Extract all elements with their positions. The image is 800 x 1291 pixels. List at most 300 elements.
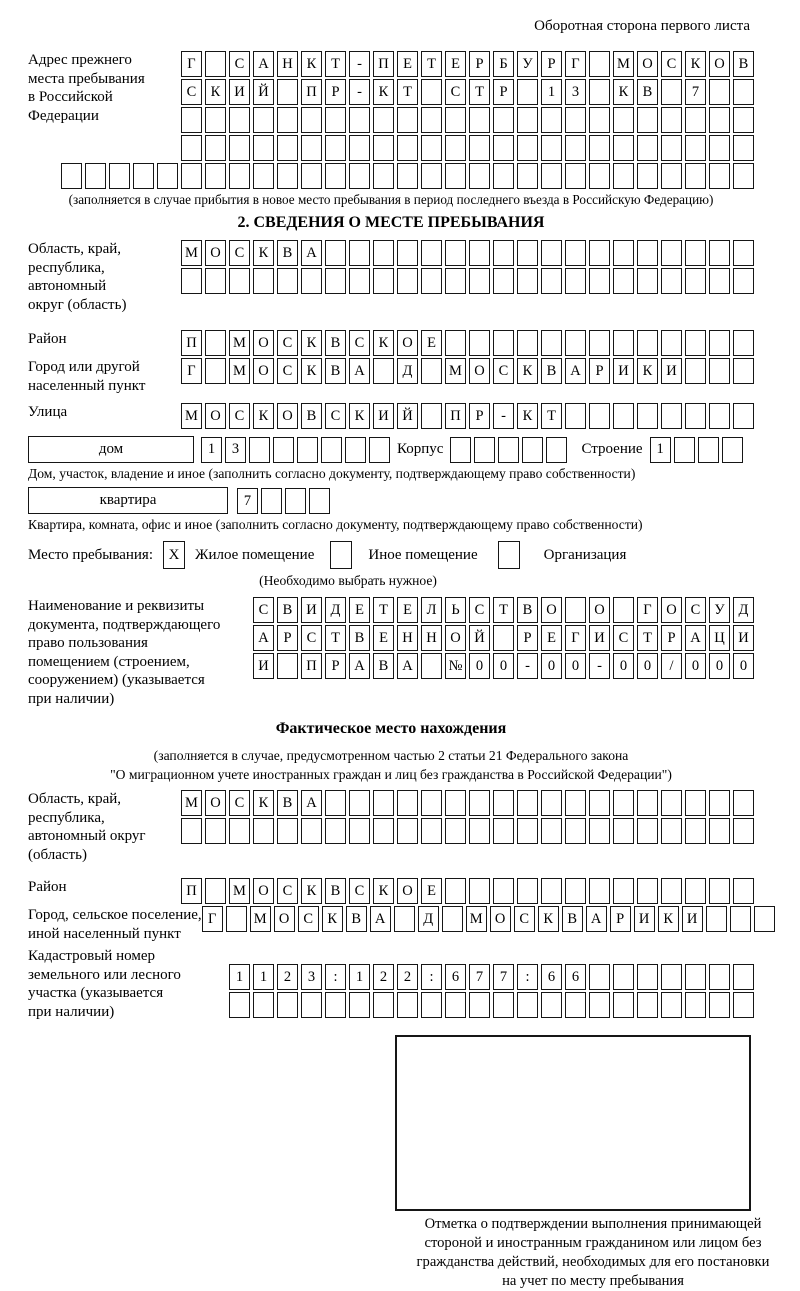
char-box[interactable]: 7 bbox=[493, 964, 514, 990]
char-box[interactable]: 3 bbox=[225, 437, 246, 463]
char-box[interactable] bbox=[589, 51, 610, 77]
char-box[interactable] bbox=[589, 79, 610, 105]
char-box[interactable] bbox=[309, 488, 330, 514]
char-box[interactable] bbox=[277, 135, 298, 161]
char-box[interactable]: А bbox=[253, 51, 274, 77]
char-box[interactable]: А bbox=[349, 358, 370, 384]
char-box[interactable]: А bbox=[349, 653, 370, 679]
char-box[interactable] bbox=[733, 992, 754, 1018]
char-box[interactable] bbox=[589, 330, 610, 356]
char-box[interactable] bbox=[637, 240, 658, 266]
char-box[interactable] bbox=[685, 240, 706, 266]
char-box[interactable] bbox=[754, 906, 775, 932]
char-box[interactable]: С bbox=[298, 906, 319, 932]
char-box[interactable] bbox=[277, 79, 298, 105]
char-box[interactable] bbox=[637, 330, 658, 356]
char-box[interactable] bbox=[277, 163, 298, 189]
char-box[interactable]: В bbox=[325, 358, 346, 384]
char-box[interactable]: Т bbox=[421, 51, 442, 77]
char-box[interactable]: О bbox=[445, 625, 466, 651]
char-box[interactable]: О bbox=[253, 330, 274, 356]
char-box[interactable]: Н bbox=[277, 51, 298, 77]
char-box[interactable]: 1 bbox=[201, 437, 222, 463]
char-box[interactable] bbox=[517, 135, 538, 161]
char-box[interactable] bbox=[709, 878, 730, 904]
char-box[interactable]: П bbox=[181, 330, 202, 356]
char-box[interactable] bbox=[685, 107, 706, 133]
char-box[interactable] bbox=[685, 403, 706, 429]
char-box[interactable]: В bbox=[277, 790, 298, 816]
char-box[interactable]: Е bbox=[421, 330, 442, 356]
char-box[interactable] bbox=[685, 818, 706, 844]
char-box[interactable] bbox=[205, 135, 226, 161]
char-box[interactable]: - bbox=[349, 79, 370, 105]
char-box[interactable] bbox=[685, 268, 706, 294]
char-box[interactable] bbox=[373, 358, 394, 384]
char-box[interactable]: О bbox=[205, 403, 226, 429]
char-box[interactable] bbox=[469, 240, 490, 266]
char-box[interactable]: А bbox=[370, 906, 391, 932]
char-box[interactable]: Й bbox=[397, 403, 418, 429]
char-box[interactable] bbox=[349, 135, 370, 161]
char-box[interactable] bbox=[277, 653, 298, 679]
char-box[interactable]: 6 bbox=[565, 964, 586, 990]
char-box[interactable] bbox=[181, 163, 202, 189]
char-box[interactable] bbox=[565, 135, 586, 161]
char-box[interactable] bbox=[321, 437, 342, 463]
char-box[interactable] bbox=[685, 358, 706, 384]
char-box[interactable] bbox=[469, 107, 490, 133]
char-box[interactable]: 7 bbox=[237, 488, 258, 514]
char-box[interactable] bbox=[421, 79, 442, 105]
char-box[interactable]: К bbox=[205, 79, 226, 105]
char-box[interactable] bbox=[613, 818, 634, 844]
char-box[interactable] bbox=[421, 107, 442, 133]
char-box[interactable]: Н bbox=[397, 625, 418, 651]
char-box[interactable]: Г bbox=[565, 625, 586, 651]
char-box[interactable]: Д bbox=[418, 906, 439, 932]
char-box[interactable] bbox=[733, 268, 754, 294]
char-box[interactable] bbox=[297, 437, 318, 463]
char-box[interactable]: А bbox=[586, 906, 607, 932]
char-box[interactable] bbox=[733, 964, 754, 990]
char-box[interactable]: К bbox=[301, 51, 322, 77]
char-box[interactable] bbox=[285, 488, 306, 514]
char-box[interactable]: О bbox=[205, 240, 226, 266]
char-box[interactable] bbox=[613, 268, 634, 294]
char-box[interactable]: Й bbox=[253, 79, 274, 105]
char-box[interactable] bbox=[661, 163, 682, 189]
char-box[interactable] bbox=[589, 818, 610, 844]
char-box[interactable]: С bbox=[229, 403, 250, 429]
char-box[interactable]: М bbox=[229, 358, 250, 384]
char-box[interactable] bbox=[541, 240, 562, 266]
char-box[interactable]: - bbox=[493, 403, 514, 429]
char-box[interactable] bbox=[661, 992, 682, 1018]
char-box[interactable]: Н bbox=[421, 625, 442, 651]
char-box[interactable] bbox=[205, 51, 226, 77]
char-box[interactable] bbox=[661, 107, 682, 133]
char-box[interactable] bbox=[661, 79, 682, 105]
char-box[interactable] bbox=[373, 818, 394, 844]
char-box[interactable] bbox=[421, 240, 442, 266]
char-box[interactable] bbox=[709, 403, 730, 429]
char-box[interactable] bbox=[517, 818, 538, 844]
char-box[interactable] bbox=[733, 135, 754, 161]
char-box[interactable] bbox=[722, 437, 743, 463]
char-box[interactable]: Т bbox=[325, 625, 346, 651]
char-box[interactable] bbox=[709, 163, 730, 189]
char-box[interactable]: - bbox=[517, 653, 538, 679]
char-box[interactable] bbox=[445, 790, 466, 816]
char-box[interactable]: Т bbox=[637, 625, 658, 651]
char-box[interactable] bbox=[661, 135, 682, 161]
char-box[interactable] bbox=[445, 107, 466, 133]
char-box[interactable] bbox=[397, 818, 418, 844]
char-box[interactable] bbox=[469, 135, 490, 161]
char-box[interactable] bbox=[613, 878, 634, 904]
char-box[interactable]: : bbox=[517, 964, 538, 990]
char-box[interactable] bbox=[685, 878, 706, 904]
char-box[interactable]: О bbox=[205, 790, 226, 816]
char-box[interactable] bbox=[277, 992, 298, 1018]
char-box[interactable] bbox=[589, 790, 610, 816]
char-box[interactable]: М bbox=[445, 358, 466, 384]
char-box[interactable] bbox=[589, 268, 610, 294]
char-box[interactable]: А bbox=[565, 358, 586, 384]
char-box[interactable] bbox=[733, 790, 754, 816]
char-box[interactable]: Е bbox=[541, 625, 562, 651]
char-box[interactable] bbox=[685, 790, 706, 816]
char-box[interactable] bbox=[253, 268, 274, 294]
char-box[interactable]: 2 bbox=[397, 964, 418, 990]
char-box[interactable]: Е bbox=[397, 597, 418, 623]
char-box[interactable]: Е bbox=[397, 51, 418, 77]
char-box[interactable]: Д bbox=[397, 358, 418, 384]
char-box[interactable]: И bbox=[661, 358, 682, 384]
char-box[interactable] bbox=[253, 135, 274, 161]
char-box[interactable]: Р bbox=[469, 51, 490, 77]
char-box[interactable] bbox=[517, 268, 538, 294]
char-box[interactable] bbox=[709, 135, 730, 161]
char-box[interactable]: М bbox=[181, 240, 202, 266]
char-box[interactable] bbox=[613, 964, 634, 990]
char-box[interactable] bbox=[565, 163, 586, 189]
char-box[interactable] bbox=[325, 135, 346, 161]
char-box[interactable] bbox=[589, 135, 610, 161]
char-box[interactable] bbox=[325, 818, 346, 844]
char-box[interactable] bbox=[421, 163, 442, 189]
char-box[interactable]: Й bbox=[469, 625, 490, 651]
char-box[interactable] bbox=[205, 163, 226, 189]
char-box[interactable] bbox=[349, 240, 370, 266]
char-box[interactable] bbox=[205, 107, 226, 133]
char-box[interactable] bbox=[493, 790, 514, 816]
char-box[interactable]: О bbox=[397, 330, 418, 356]
char-box[interactable]: Р bbox=[277, 625, 298, 651]
char-box[interactable]: Р bbox=[589, 358, 610, 384]
char-box[interactable] bbox=[637, 107, 658, 133]
char-box[interactable] bbox=[181, 107, 202, 133]
char-box[interactable] bbox=[698, 437, 719, 463]
char-box[interactable]: К bbox=[613, 79, 634, 105]
char-box[interactable] bbox=[421, 790, 442, 816]
char-box[interactable] bbox=[450, 437, 471, 463]
char-box[interactable] bbox=[261, 488, 282, 514]
char-box[interactable] bbox=[229, 818, 250, 844]
char-box[interactable] bbox=[613, 107, 634, 133]
char-box[interactable] bbox=[205, 358, 226, 384]
char-box[interactable] bbox=[445, 818, 466, 844]
char-box[interactable] bbox=[325, 268, 346, 294]
char-box[interactable]: И bbox=[733, 625, 754, 651]
char-box[interactable] bbox=[373, 135, 394, 161]
char-box[interactable]: 0 bbox=[637, 653, 658, 679]
char-box[interactable] bbox=[541, 818, 562, 844]
char-box[interactable]: К bbox=[349, 403, 370, 429]
char-box[interactable]: И bbox=[682, 906, 703, 932]
char-box[interactable] bbox=[445, 330, 466, 356]
char-box[interactable] bbox=[613, 992, 634, 1018]
char-box[interactable] bbox=[685, 135, 706, 161]
char-box[interactable]: К bbox=[322, 906, 343, 932]
char-box[interactable] bbox=[685, 964, 706, 990]
char-box[interactable] bbox=[565, 240, 586, 266]
char-box[interactable] bbox=[445, 135, 466, 161]
char-box[interactable]: С bbox=[229, 240, 250, 266]
char-box[interactable] bbox=[709, 268, 730, 294]
char-box[interactable]: К bbox=[538, 906, 559, 932]
char-box[interactable] bbox=[522, 437, 543, 463]
char-box[interactable] bbox=[613, 597, 634, 623]
char-box[interactable] bbox=[181, 818, 202, 844]
char-box[interactable]: 1 bbox=[349, 964, 370, 990]
char-box[interactable]: И bbox=[373, 403, 394, 429]
checkbox-inoe[interactable] bbox=[330, 541, 352, 569]
char-box[interactable]: О bbox=[274, 906, 295, 932]
char-box[interactable]: О bbox=[709, 51, 730, 77]
char-box[interactable] bbox=[541, 268, 562, 294]
char-box[interactable]: С bbox=[229, 51, 250, 77]
char-box[interactable]: П bbox=[373, 51, 394, 77]
char-box[interactable]: К bbox=[373, 878, 394, 904]
char-box[interactable] bbox=[661, 330, 682, 356]
char-box[interactable] bbox=[517, 790, 538, 816]
char-box[interactable] bbox=[325, 790, 346, 816]
char-box[interactable]: Е bbox=[445, 51, 466, 77]
char-box[interactable] bbox=[709, 818, 730, 844]
checkbox-organizatsiya[interactable] bbox=[498, 541, 520, 569]
char-box[interactable]: К bbox=[637, 358, 658, 384]
char-box[interactable] bbox=[517, 163, 538, 189]
char-box[interactable] bbox=[565, 403, 586, 429]
char-box[interactable] bbox=[301, 992, 322, 1018]
char-box[interactable]: В bbox=[637, 79, 658, 105]
char-box[interactable]: С bbox=[253, 597, 274, 623]
char-box[interactable] bbox=[445, 268, 466, 294]
char-box[interactable]: К bbox=[373, 330, 394, 356]
char-box[interactable] bbox=[674, 437, 695, 463]
char-box[interactable] bbox=[685, 330, 706, 356]
char-box[interactable]: С bbox=[349, 878, 370, 904]
char-box[interactable] bbox=[301, 268, 322, 294]
char-box[interactable]: 2 bbox=[373, 964, 394, 990]
char-box[interactable]: Ь bbox=[445, 597, 466, 623]
char-box[interactable] bbox=[661, 878, 682, 904]
char-box[interactable] bbox=[493, 163, 514, 189]
char-box[interactable] bbox=[613, 135, 634, 161]
char-box[interactable] bbox=[421, 268, 442, 294]
char-box[interactable] bbox=[493, 878, 514, 904]
char-box[interactable] bbox=[301, 135, 322, 161]
char-box[interactable]: Р bbox=[325, 653, 346, 679]
char-box[interactable] bbox=[565, 818, 586, 844]
char-box[interactable]: П bbox=[445, 403, 466, 429]
char-box[interactable] bbox=[397, 135, 418, 161]
char-box[interactable] bbox=[469, 992, 490, 1018]
char-box[interactable] bbox=[226, 906, 247, 932]
char-box[interactable]: 1 bbox=[541, 79, 562, 105]
char-box[interactable]: О bbox=[277, 403, 298, 429]
char-box[interactable] bbox=[541, 163, 562, 189]
char-box[interactable] bbox=[205, 818, 226, 844]
char-box[interactable] bbox=[685, 163, 706, 189]
char-box[interactable]: : bbox=[325, 964, 346, 990]
char-box[interactable] bbox=[733, 240, 754, 266]
char-box[interactable]: В bbox=[541, 358, 562, 384]
char-box[interactable] bbox=[709, 240, 730, 266]
char-box[interactable] bbox=[421, 653, 442, 679]
char-box[interactable]: К bbox=[517, 358, 538, 384]
char-box[interactable] bbox=[301, 163, 322, 189]
char-box[interactable]: И bbox=[634, 906, 655, 932]
char-box[interactable] bbox=[474, 437, 495, 463]
char-box[interactable]: С bbox=[181, 79, 202, 105]
char-box[interactable]: О bbox=[589, 597, 610, 623]
char-box[interactable]: Е bbox=[349, 597, 370, 623]
char-box[interactable] bbox=[733, 878, 754, 904]
char-box[interactable] bbox=[709, 964, 730, 990]
char-box[interactable] bbox=[349, 790, 370, 816]
char-box[interactable] bbox=[661, 964, 682, 990]
char-box[interactable] bbox=[637, 818, 658, 844]
char-box[interactable] bbox=[733, 330, 754, 356]
char-box[interactable]: 1 bbox=[650, 437, 671, 463]
char-box[interactable]: К bbox=[253, 403, 274, 429]
char-box[interactable] bbox=[565, 268, 586, 294]
char-box[interactable]: Б bbox=[493, 51, 514, 77]
char-box[interactable]: 0 bbox=[565, 653, 586, 679]
char-box[interactable]: Д bbox=[325, 597, 346, 623]
char-box[interactable] bbox=[613, 403, 634, 429]
char-box[interactable]: Р bbox=[610, 906, 631, 932]
char-box[interactable]: / bbox=[661, 653, 682, 679]
char-box[interactable]: С bbox=[685, 597, 706, 623]
char-box[interactable] bbox=[277, 818, 298, 844]
char-box[interactable] bbox=[565, 790, 586, 816]
char-box[interactable] bbox=[181, 268, 202, 294]
char-box[interactable]: 1 bbox=[253, 964, 274, 990]
char-box[interactable]: Ц bbox=[709, 625, 730, 651]
char-box[interactable] bbox=[421, 818, 442, 844]
char-box[interactable] bbox=[637, 790, 658, 816]
char-box[interactable] bbox=[541, 107, 562, 133]
char-box[interactable] bbox=[637, 878, 658, 904]
char-box[interactable] bbox=[661, 268, 682, 294]
char-box[interactable]: С bbox=[277, 878, 298, 904]
char-box[interactable] bbox=[277, 107, 298, 133]
char-box[interactable]: Л bbox=[421, 597, 442, 623]
char-box[interactable]: 0 bbox=[541, 653, 562, 679]
char-box[interactable]: С bbox=[325, 403, 346, 429]
char-box[interactable] bbox=[349, 992, 370, 1018]
char-box[interactable] bbox=[661, 818, 682, 844]
char-box[interactable]: В bbox=[349, 625, 370, 651]
char-box[interactable]: 1 bbox=[229, 964, 250, 990]
char-box[interactable] bbox=[613, 330, 634, 356]
char-box[interactable]: Р bbox=[469, 403, 490, 429]
char-box[interactable] bbox=[493, 625, 514, 651]
char-box[interactable] bbox=[445, 992, 466, 1018]
char-box[interactable] bbox=[445, 878, 466, 904]
char-box[interactable] bbox=[565, 107, 586, 133]
char-box[interactable]: Е bbox=[373, 625, 394, 651]
char-box[interactable] bbox=[637, 135, 658, 161]
char-box[interactable] bbox=[517, 240, 538, 266]
char-box[interactable] bbox=[349, 107, 370, 133]
char-box[interactable] bbox=[493, 992, 514, 1018]
char-box[interactable]: 0 bbox=[685, 653, 706, 679]
char-box[interactable] bbox=[273, 437, 294, 463]
char-box[interactable]: С bbox=[661, 51, 682, 77]
char-box[interactable]: Т bbox=[469, 79, 490, 105]
char-box[interactable] bbox=[613, 790, 634, 816]
char-box[interactable]: Т bbox=[373, 597, 394, 623]
char-box[interactable]: 0 bbox=[709, 653, 730, 679]
char-box[interactable] bbox=[397, 992, 418, 1018]
char-box[interactable]: П bbox=[301, 79, 322, 105]
char-box[interactable] bbox=[325, 107, 346, 133]
char-box[interactable]: 6 bbox=[541, 964, 562, 990]
char-box[interactable]: : bbox=[421, 964, 442, 990]
char-box[interactable]: Т bbox=[493, 597, 514, 623]
char-box[interactable] bbox=[205, 878, 226, 904]
char-box[interactable]: А bbox=[397, 653, 418, 679]
char-box[interactable] bbox=[61, 163, 82, 189]
char-box[interactable] bbox=[349, 163, 370, 189]
char-box[interactable]: 7 bbox=[685, 79, 706, 105]
char-box[interactable]: Г bbox=[202, 906, 223, 932]
char-box[interactable]: А bbox=[685, 625, 706, 651]
char-box[interactable]: 6 bbox=[445, 964, 466, 990]
char-box[interactable] bbox=[397, 240, 418, 266]
char-box[interactable] bbox=[733, 358, 754, 384]
char-box[interactable] bbox=[541, 135, 562, 161]
char-box[interactable] bbox=[253, 818, 274, 844]
char-box[interactable]: Г bbox=[181, 358, 202, 384]
char-box[interactable] bbox=[469, 790, 490, 816]
char-box[interactable] bbox=[493, 135, 514, 161]
char-box[interactable] bbox=[637, 964, 658, 990]
char-box[interactable] bbox=[709, 79, 730, 105]
char-box[interactable] bbox=[469, 268, 490, 294]
char-box[interactable]: М bbox=[613, 51, 634, 77]
char-box[interactable]: О bbox=[541, 597, 562, 623]
char-box[interactable] bbox=[733, 163, 754, 189]
char-box[interactable]: К bbox=[685, 51, 706, 77]
char-box[interactable] bbox=[397, 268, 418, 294]
char-box[interactable] bbox=[397, 790, 418, 816]
